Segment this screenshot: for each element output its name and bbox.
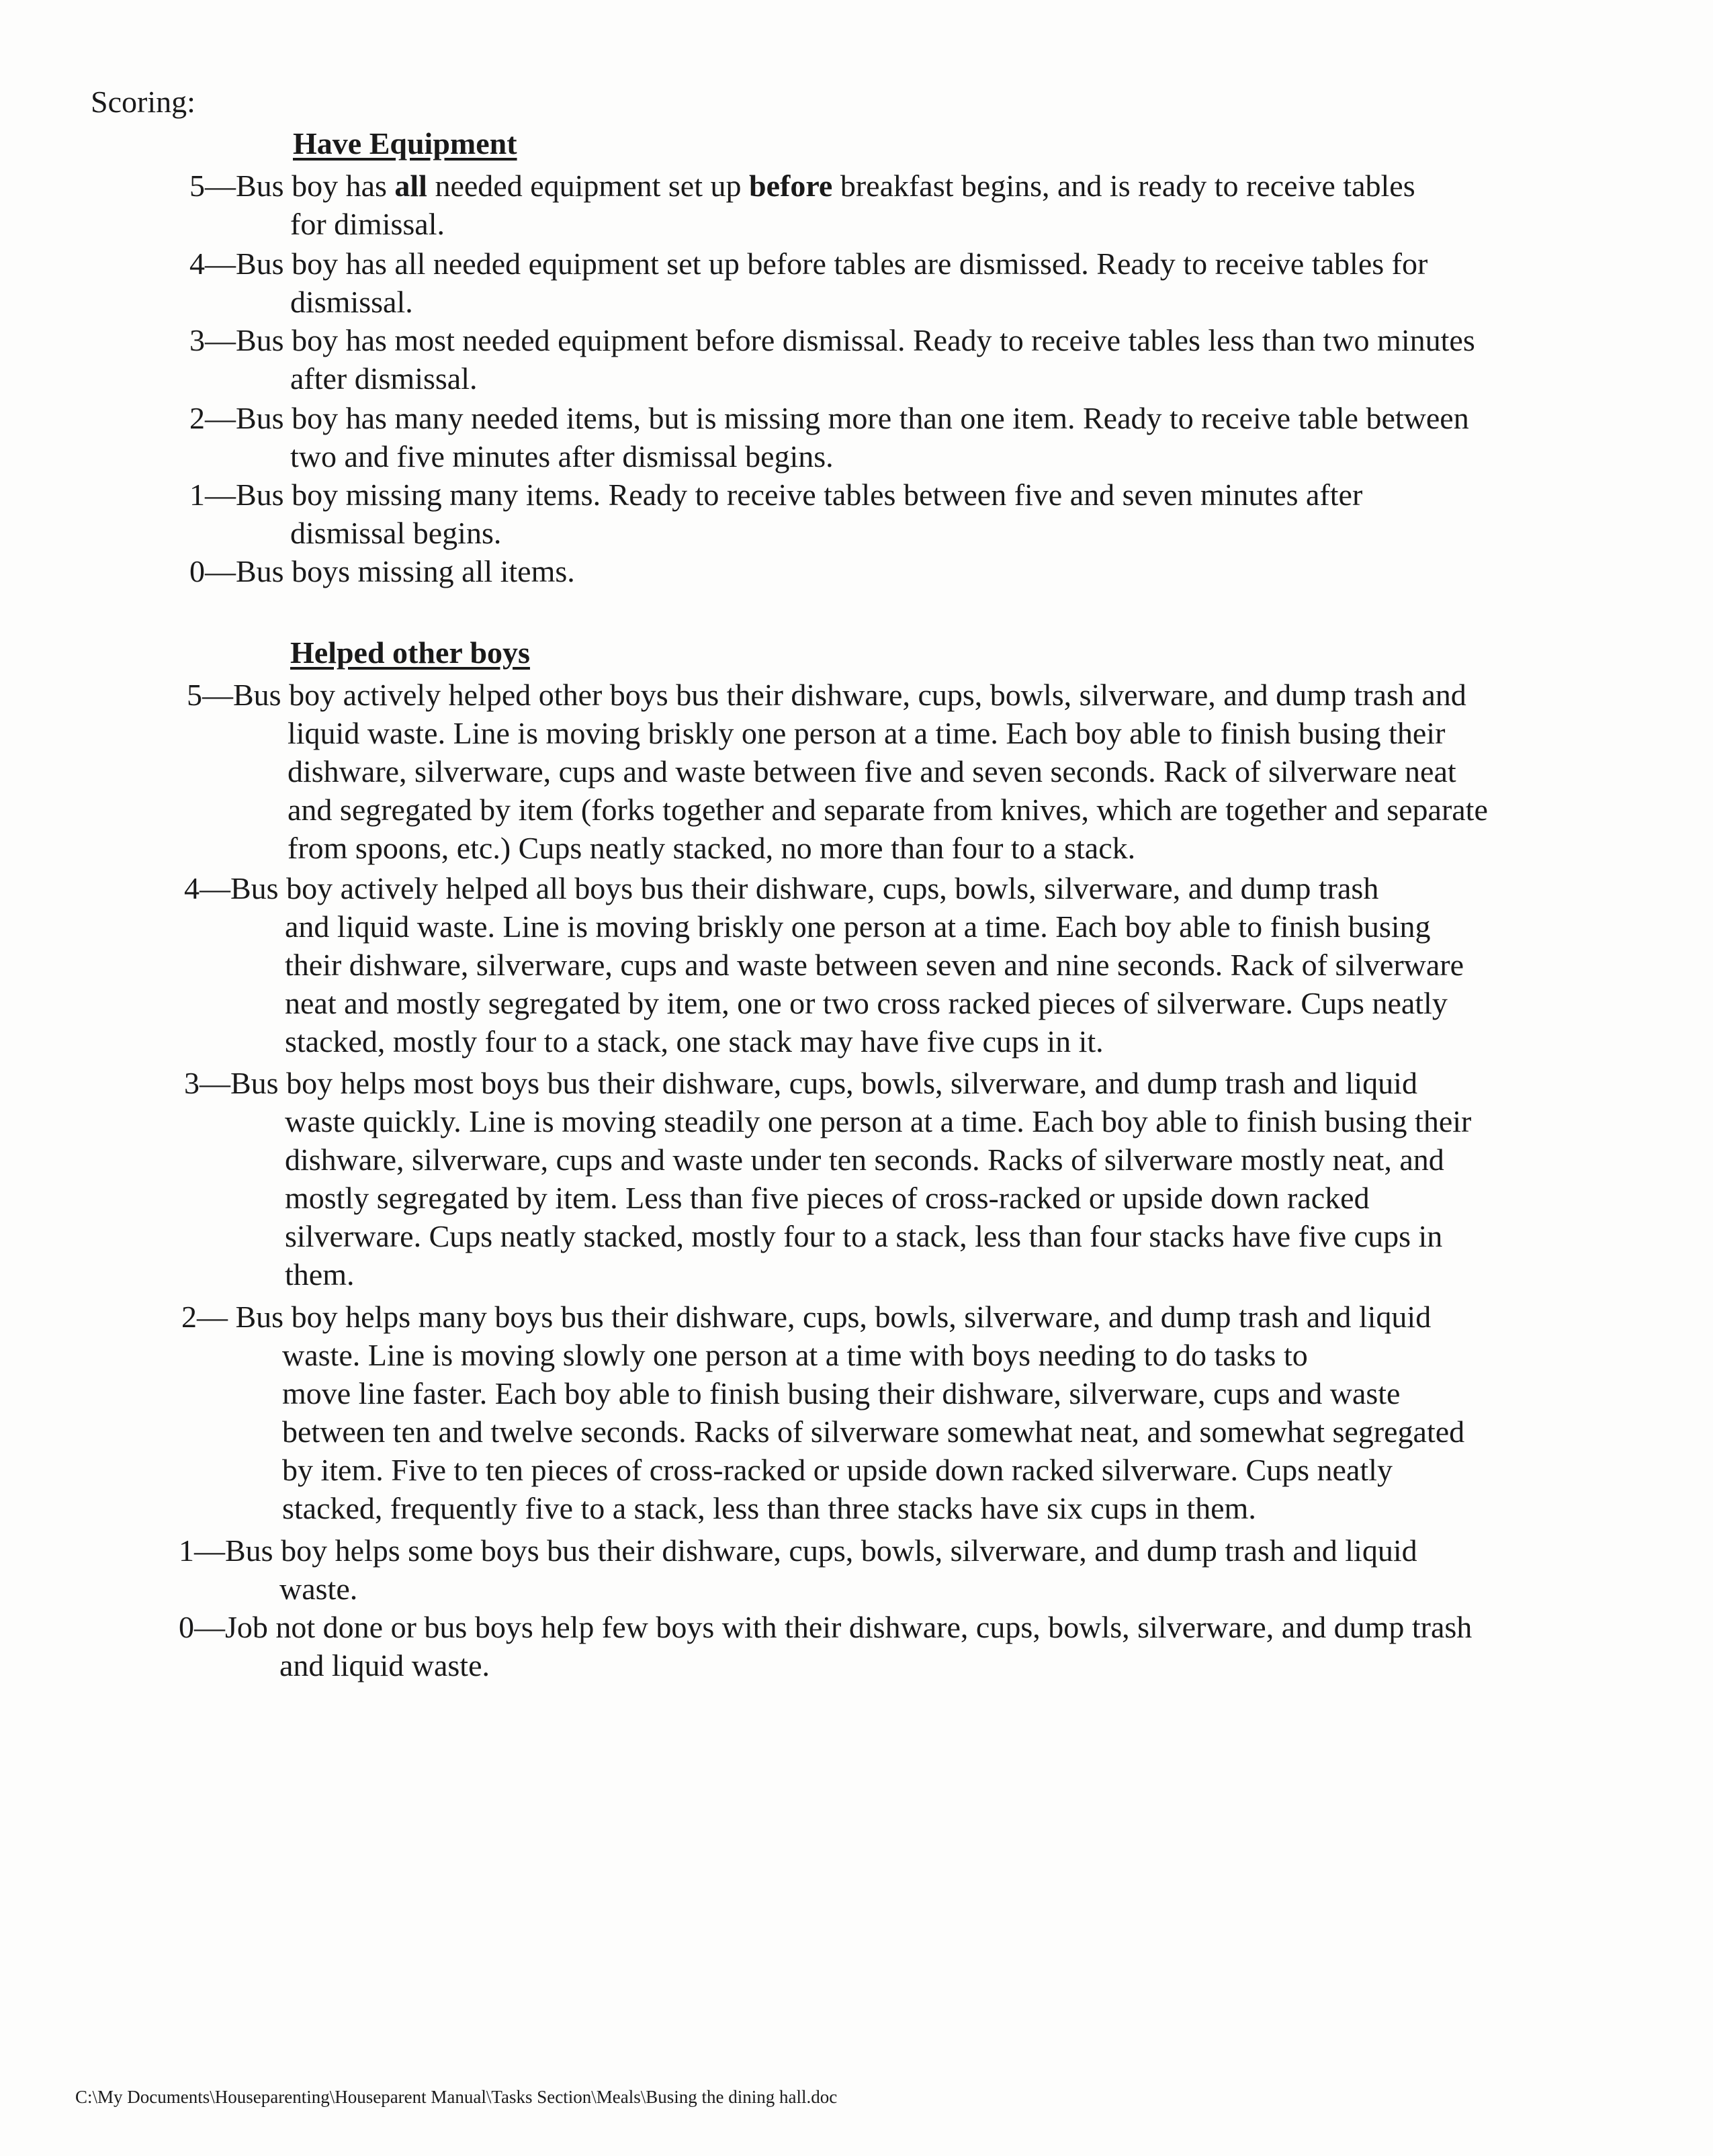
helped-score-3-line: mostly segregated by item. Less than five pieces of cross-racked or upside down racked	[285, 1181, 1370, 1215]
footer-file-path: C:\My Documents\Houseparenting\Houseparent Manual\Tasks Section\Meals\Busing the dining hall.doc	[75, 2087, 838, 2107]
helped-score-4	[184, 869, 1464, 1061]
helped-other-boys-heading: Helped other boys	[290, 635, 530, 670]
helped-score-4-line: neat and mostly segregated by item, one or two cross racked pieces of silverware. Cups neatly	[285, 986, 1448, 1020]
equipment-score-4	[189, 244, 1428, 321]
helped-score-5-line: liquid waste. Line is moving briskly one person at a time. Each boy able to finish busing their	[288, 716, 1446, 750]
helped-score-3-line: dishware, silverware, cups and waste under ten seconds. Racks of silverware mostly neat, and	[285, 1142, 1444, 1177]
equipment-score-4-line-1: 4—Bus boy has all needed equipment set up before tables are dismissed. Ready to receive tables for	[189, 246, 1428, 281]
helped-score-4-line: 4—Bus boy actively helped all boys bus their dishware, cups, bowls, silverware, and dump trash	[184, 871, 1379, 905]
helped-score-1-line: waste.	[279, 1572, 358, 1606]
scoring-label: Scoring:	[91, 85, 195, 119]
helped-score-5	[187, 676, 1488, 867]
equipment-score-1-line-1: 1—Bus boy missing many items. Ready to receive tables between five and seven minutes after	[189, 478, 1363, 512]
helped-score-2-line: stacked, frequently five to a stack, less than three stacks have six cups in them.	[282, 1491, 1256, 1525]
helped-score-5-line: and segregated by item (forks together and separate from knives, which are together and separate	[288, 793, 1488, 827]
equipment-score-0-line-1: 0—Bus boys missing all items.	[189, 554, 575, 588]
helped-score-1-line: 1—Bus boy helps some boys bus their dishware, cups, bowls, silverware, and dump trash and liquid	[179, 1533, 1417, 1568]
equipment-score-2	[189, 399, 1469, 476]
helped-score-0-line: and liquid waste.	[279, 1648, 490, 1682]
helped-score-3	[184, 1064, 1471, 1294]
have-equipment-heading: Have Equipment	[293, 126, 517, 161]
equipment-score-1-line-2: dismissal begins.	[290, 516, 502, 550]
equipment-score-5-line-2: for dimissal.	[290, 207, 445, 241]
equipment-score-3-line-1: 3—Bus boy has most needed equipment before dismissal. Ready to receive tables less than two minutes	[189, 323, 1475, 357]
equipment-score-2-line-1: 2—Bus boy has many needed items, but is missing more than one item. Ready to receive table between	[189, 401, 1469, 435]
helped-score-2-line: by item. Five to ten pieces of cross-racked or upside down racked silverware. Cups neatly	[282, 1453, 1393, 1487]
equipment-score-1	[189, 476, 1362, 552]
helped-score-5-line: dishware, silverware, cups and waste between five and seven seconds. Rack of silverware neat	[288, 754, 1456, 789]
helped-score-2	[181, 1298, 1464, 1527]
equipment-score-0	[189, 552, 575, 590]
helped-score-2-line: between ten and twelve seconds. Racks of silverware somewhat neat, and somewhat segregated	[282, 1414, 1465, 1449]
helped-score-1	[179, 1531, 1417, 1608]
helped-score-3-line: waste quickly. Line is moving steadily one person at a time. Each boy able to finish busing their	[285, 1104, 1472, 1138]
helped-score-4-line: their dishware, silverware, cups and waste between seven and nine seconds. Rack of silverware	[285, 948, 1464, 982]
helped-score-2-line: waste. Line is moving slowly one person at a time with boys needing to do tasks to	[282, 1338, 1308, 1372]
equipment-score-3-line-2: after dismissal.	[290, 361, 478, 396]
helped-score-5-line: from spoons, etc.) Cups neatly stacked, no more than four to a stack.	[288, 831, 1136, 865]
equipment-score-3	[189, 321, 1475, 398]
helped-score-4-line: and liquid waste. Line is moving briskly one person at a time. Each boy able to finish busing	[285, 909, 1431, 944]
equipment-score-4-line-2: dismissal.	[290, 285, 413, 319]
helped-score-5-line: 5—Bus boy actively helped other boys bus their dishware, cups, bowls, silverware, and dump trash and	[187, 678, 1466, 712]
helped-score-2-line: move line faster. Each boy able to finish busing their dishware, silverware, cups and waste	[282, 1376, 1401, 1410]
equipment-score-5-line-1: 5—Bus boy has all needed equipment set up before breakfast begins, and is ready to receive tables	[189, 169, 1415, 203]
helped-score-3-line: 3—Bus boy helps most boys bus their dishware, cups, bowls, silverware, and dump trash and liquid	[184, 1066, 1417, 1100]
helped-score-4-line: stacked, mostly four to a stack, one stack may have five cups in it.	[285, 1024, 1104, 1059]
helped-score-0-line: 0—Job not done or bus boys help few boys with their dishware, cups, bowls, silverware, and dump trash	[179, 1610, 1473, 1644]
equipment-score-2-line-2: two and five minutes after dismissal begins.	[290, 439, 834, 474]
helped-score-2-line: 2— Bus boy helps many boys bus their dishware, cups, bowls, silverware, and dump trash and liquid	[181, 1300, 1432, 1334]
helped-score-3-line: silverware. Cups neatly stacked, mostly four to a stack, less than four stacks have five cups in	[285, 1219, 1443, 1253]
equipment-score-5	[189, 167, 1415, 243]
helped-score-0	[179, 1608, 1472, 1685]
helped-score-3-line: them.	[285, 1257, 355, 1292]
